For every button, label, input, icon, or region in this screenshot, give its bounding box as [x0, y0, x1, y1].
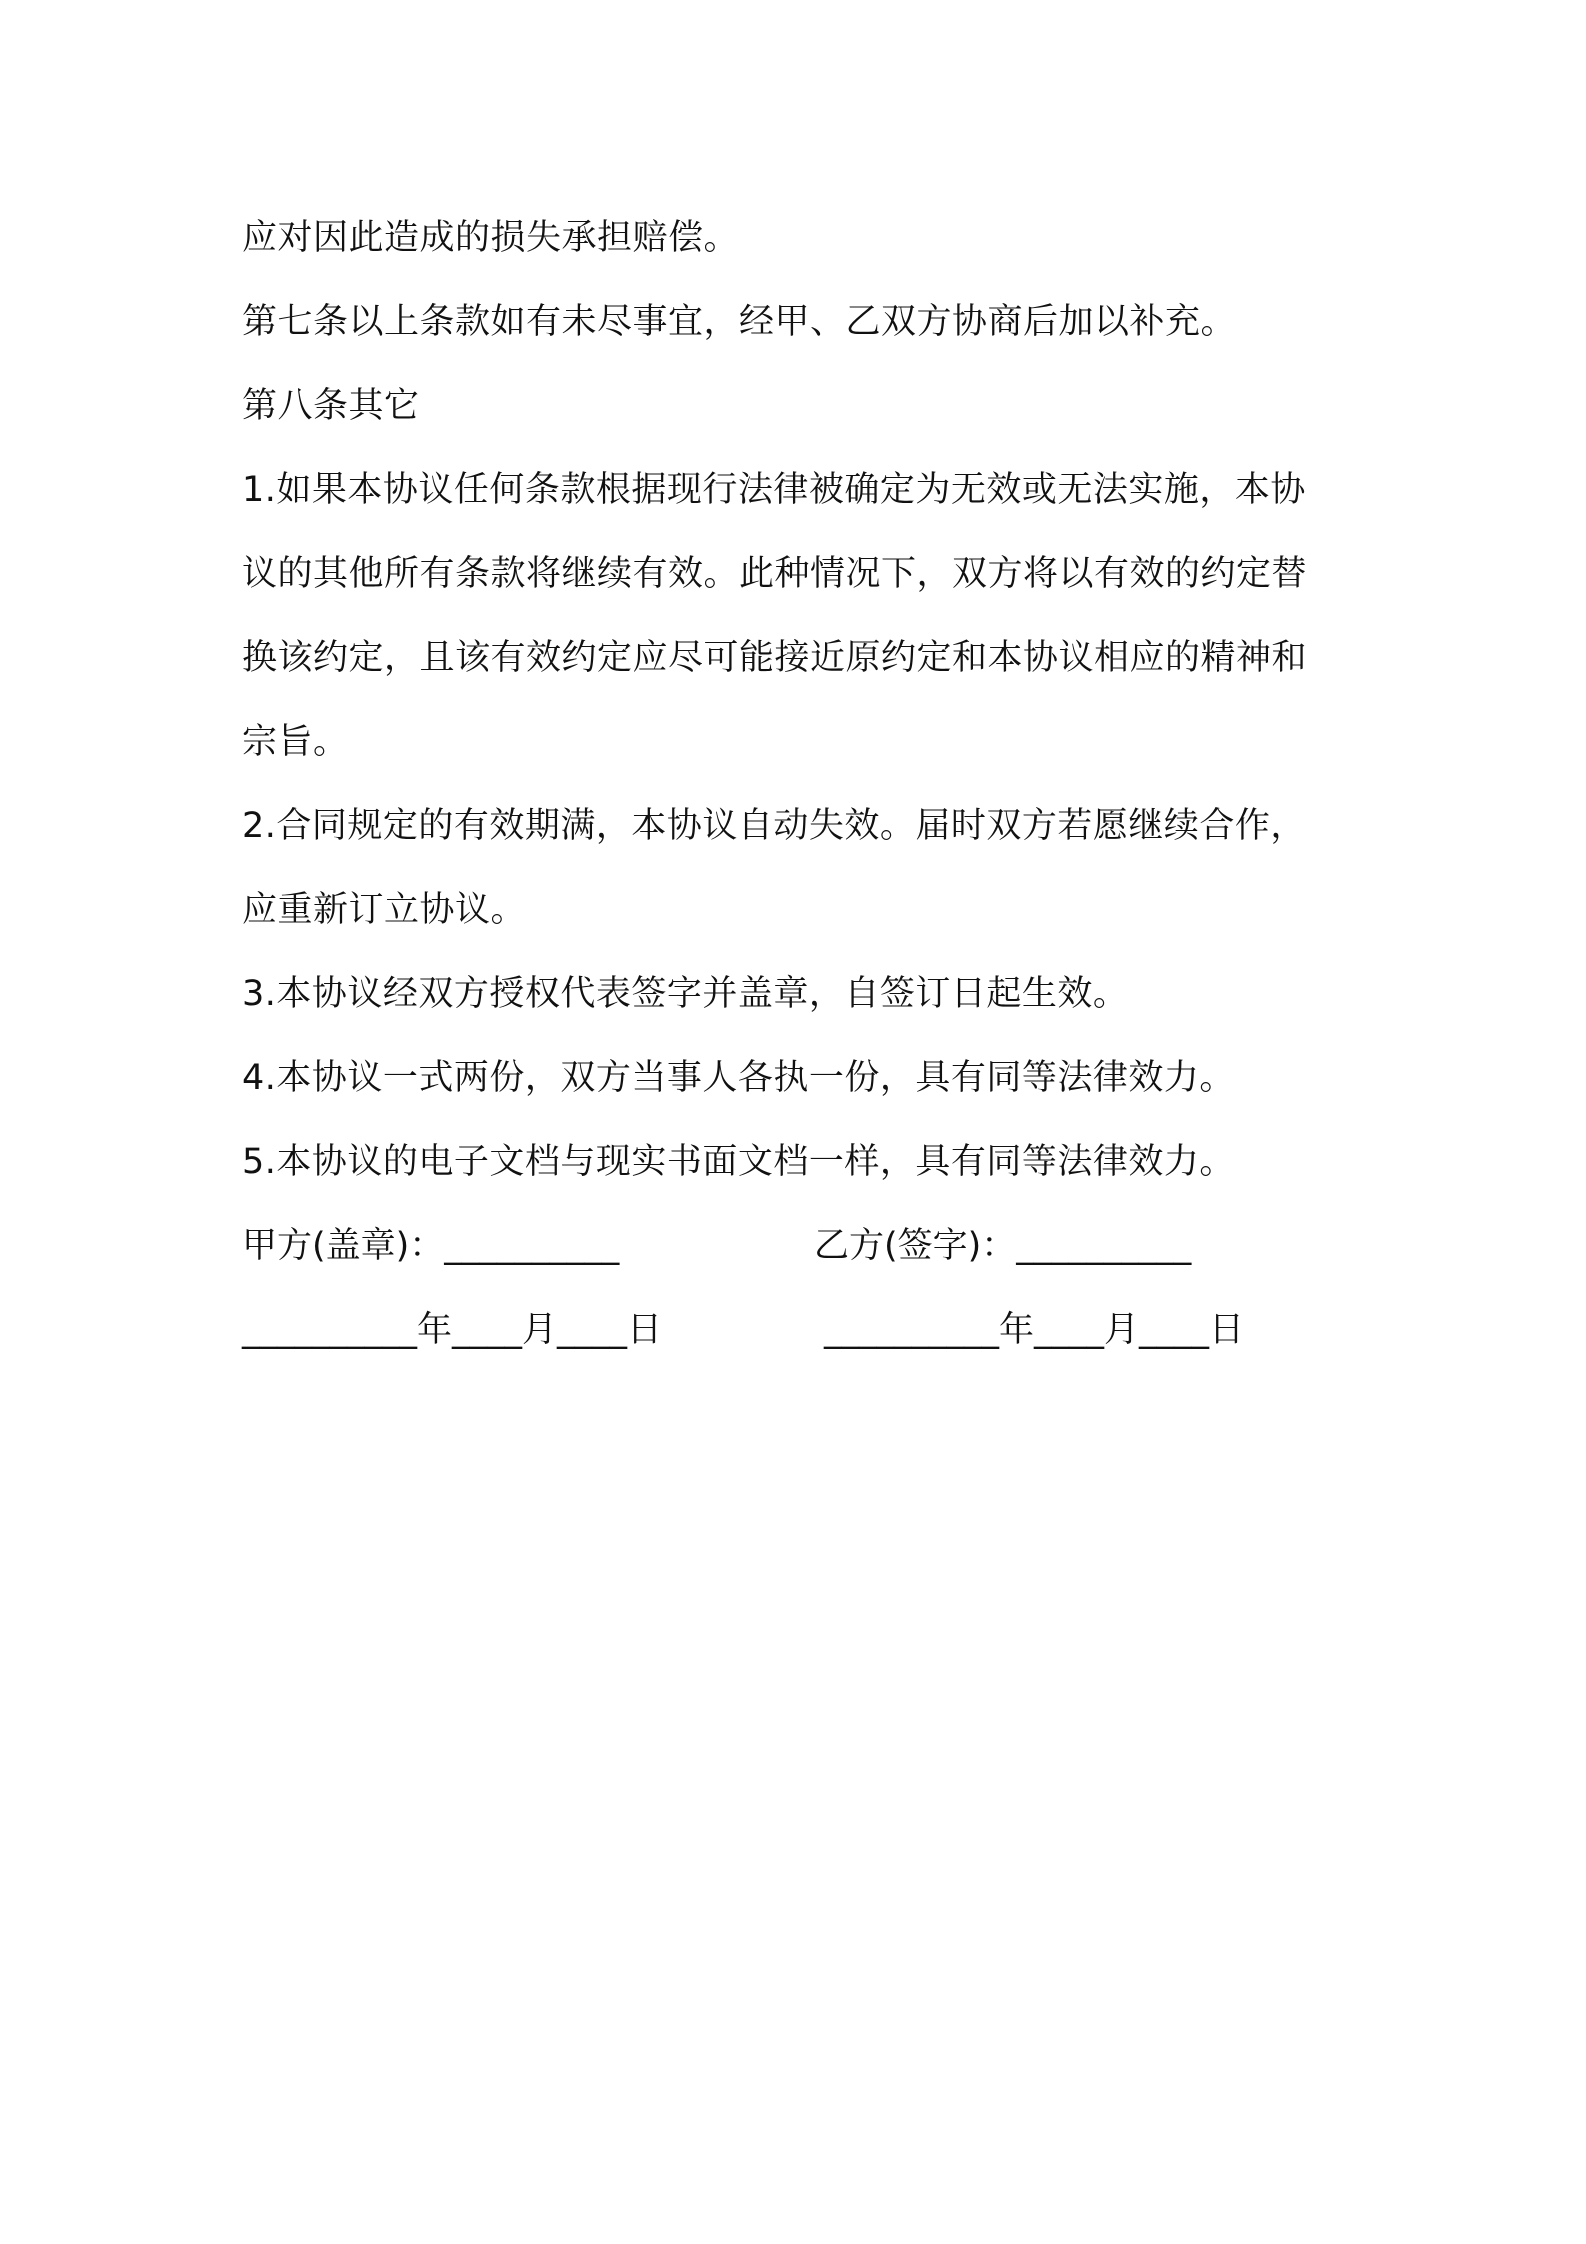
party-a-signature: 甲方(盖章)：__________ [242, 1226, 620, 1266]
clause-1-line: 1.如果本协议任何条款根据现行法律被确定为无效或无法实施，本协 [242, 470, 1306, 510]
clause-2-line: 应重新订立协议。 [242, 890, 527, 930]
clause-5-line: 5.本协议的电子文档与现实书面文档一样，具有同等法律效力。 [242, 1142, 1235, 1182]
clause-1-line: 议的其他所有条款将继续有效。此种情况下，双方将以有效的约定替 [242, 554, 1308, 594]
party-b-signature: 乙方(签字)：__________ [814, 1226, 1192, 1266]
signature-row [242, 1204, 1362, 1288]
article-7-text: 第七条以上条款如有未尽事宜，经甲、乙双方协商后加以补充。 [242, 302, 1237, 342]
party-a-date: __________年____月____日 [242, 1310, 663, 1350]
date-row [242, 1288, 1362, 1372]
clause-3-line: 3.本协议经双方授权代表签字并盖章，自签订日起生效。 [242, 974, 1129, 1014]
party-b-date: __________年____月____日 [824, 1310, 1245, 1350]
document-body [242, 196, 1362, 1372]
clause-1-line: 宗旨。 [242, 722, 349, 762]
clause-4-line: 4.本协议一式两份，双方当事人各执一份，具有同等法律效力。 [242, 1058, 1235, 1098]
clause-1-line: 换该约定，且该有效约定应尽可能接近原约定和本协议相应的精神和 [242, 638, 1308, 678]
article-8-heading: 第八条其它 [242, 386, 420, 426]
clause-2-line: 2.合同规定的有效期满，本协议自动失效。届时双方若愿继续合作， [242, 806, 1306, 846]
paragraph-line: 应对因此造成的损失承担赔偿。 [242, 218, 740, 258]
